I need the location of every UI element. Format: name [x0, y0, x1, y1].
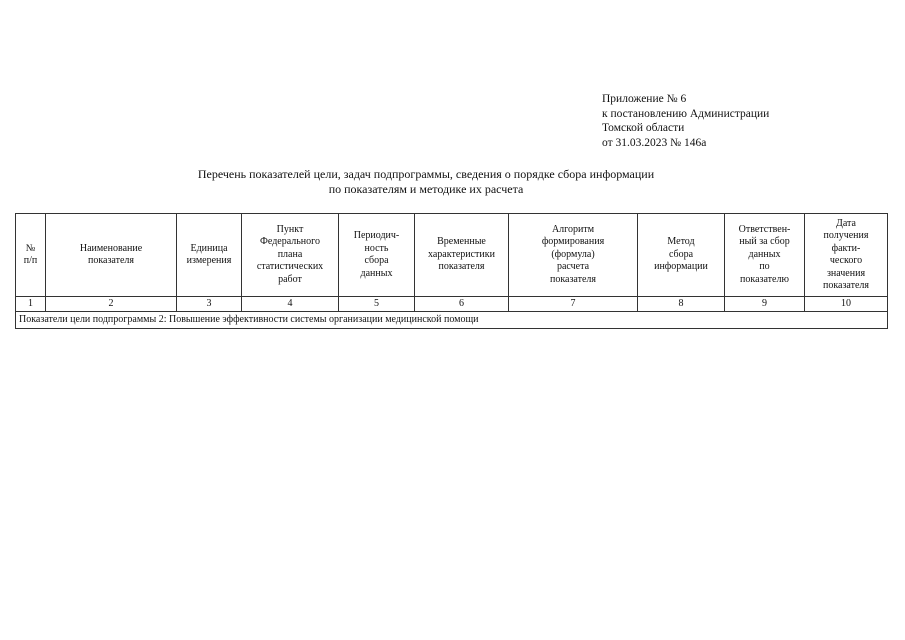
column-number-cell: 2 — [46, 297, 177, 312]
document-title-line: по показателям и методике их расчета — [328, 182, 524, 196]
column-number-cell: 9 — [725, 297, 805, 312]
appendix-line: к постановлению Администрации — [602, 107, 770, 120]
column-number-cell: 6 — [415, 297, 509, 312]
header-cell-number: № п/п — [16, 214, 46, 297]
header-cell-collection-method: Метод сбора информации — [638, 214, 725, 297]
header-cell-actual-date: Дата получения факти- ческого значения показателя — [805, 214, 888, 297]
header-cell-unit: Единица измерения — [177, 214, 242, 297]
header-cell-algorithm: Алгоритм формирования (формула) расчета показателя — [509, 214, 638, 297]
header-cell-federal-plan: Пункт Федерального плана статистических работ — [242, 214, 339, 297]
column-number-cell: 4 — [242, 297, 339, 312]
appendix-line: от 31.03.2023 № 146а — [602, 136, 707, 149]
column-number-cell: 7 — [509, 297, 638, 312]
indicators-table — [15, 213, 888, 329]
column-number-cell: 5 — [339, 297, 415, 312]
column-number-cell: 1 — [16, 297, 46, 312]
column-number-cell: 8 — [638, 297, 725, 312]
header-cell-periodicity: Периодич- ность сбора данных — [339, 214, 415, 297]
appendix-note — [602, 92, 769, 150]
table-header-row — [16, 214, 888, 297]
appendix-line: Томской области — [602, 122, 685, 134]
column-number-cell: 3 — [177, 297, 242, 312]
column-number-row — [16, 297, 888, 312]
header-cell-time-characteristics: Временные характеристики показателя — [415, 214, 509, 297]
section-row — [16, 312, 888, 329]
appendix-line: Приложение № 6 — [602, 93, 687, 105]
document-title — [120, 167, 732, 197]
header-cell-responsible: Ответствен- ный за сбор данных по показателю — [725, 214, 805, 297]
document-title-line: Перечень показателей цели, задач подпрограммы, сведения о порядке сбора информации — [197, 167, 655, 181]
column-number-cell: 10 — [805, 297, 888, 312]
header-cell-name: Наименование показателя — [46, 214, 177, 297]
section-title: Показатели цели подпрограммы 2: Повышение эффективности системы организации медицинской помощи — [16, 312, 888, 329]
